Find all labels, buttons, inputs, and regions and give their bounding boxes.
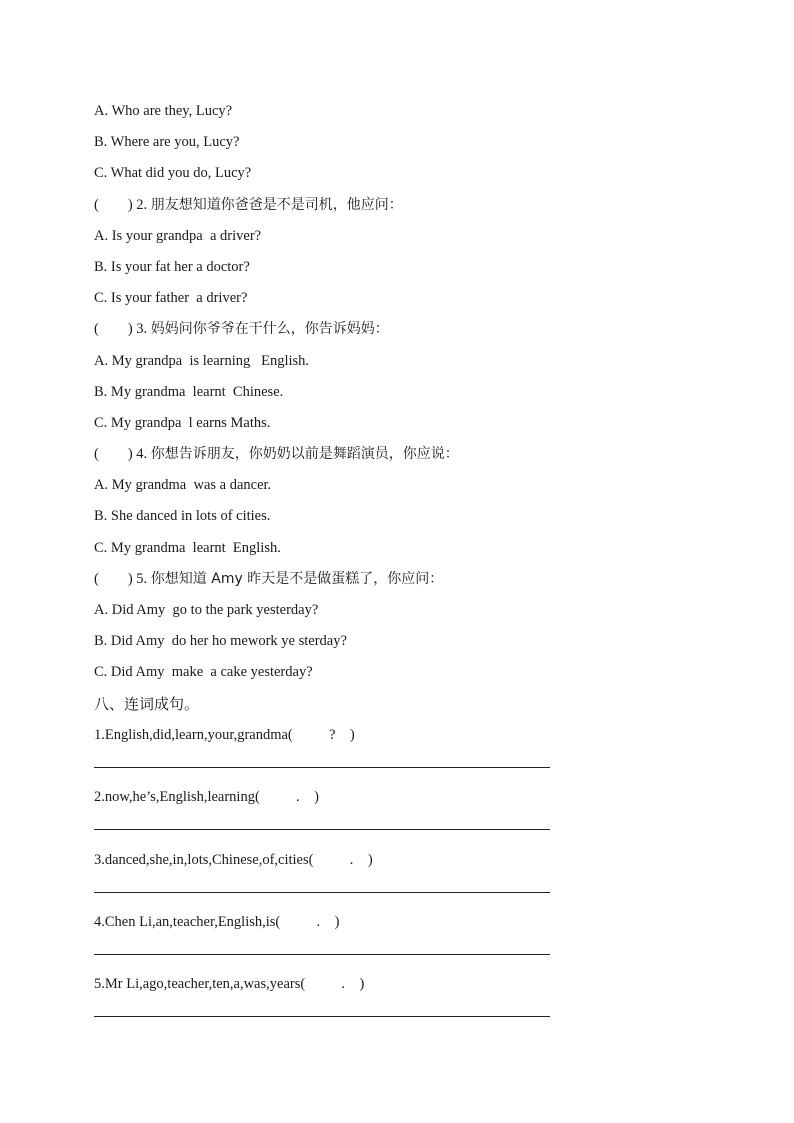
answer-blank: ( )	[94, 321, 137, 338]
q1-option-b: B. Where are you, Lucy?	[94, 134, 240, 151]
sentence-task-prompt: 1.English,did,learn,your,grandma( ? )	[94, 726, 355, 743]
question-number: 3.	[136, 321, 151, 338]
q5-option-b: B. Did Amy do her ho mework ye sterday?	[94, 633, 347, 650]
q2-option-a: A. Is your grandpa a driver?	[94, 227, 262, 244]
q3-option-c: C. My grandpa l earns Maths.	[94, 414, 271, 431]
answer-line	[94, 829, 550, 830]
answer-blank: ( )	[94, 446, 137, 463]
sentence-task-prompt: 2.now,he’s,English,learning( . )	[94, 789, 319, 806]
question-number: 2.	[136, 196, 151, 213]
sentence-task-3	[94, 845, 694, 907]
q5-option-c: C. Did Amy make a cake yesterday?	[94, 664, 313, 681]
question-text: 妈妈问你爷爷在干什么，你告诉妈妈：	[150, 321, 389, 338]
sentence-task-4	[94, 907, 694, 969]
answer-line	[94, 892, 550, 893]
sentence-task-prompt: 3.danced,she,in,lots,Chinese,of,cities( . )	[94, 851, 373, 868]
q3-option-b: B. My grandma learnt Chinese.	[94, 383, 284, 400]
question-text: 你想知道 Amy 昨天是不是做蛋糕了，你应问：	[150, 570, 444, 587]
question-text: 你想告诉朋友，你奶奶以前是舞蹈演员，你应说：	[150, 446, 459, 463]
question-number: 4.	[136, 446, 151, 463]
q4-option-a: A. My grandma was a dancer.	[94, 477, 272, 494]
q2-option-b: B. Is your fat her a doctor?	[94, 258, 250, 275]
q1-option-a: A. Who are they, Lucy?	[94, 103, 233, 119]
answer-line	[94, 1016, 550, 1017]
question-3	[94, 314, 694, 345]
answer-blank: ( )	[94, 196, 137, 213]
sentence-task-1	[94, 720, 694, 782]
q1-option-c: C. What did you do, Lucy?	[94, 165, 252, 182]
sentence-task-prompt: 5.Mr Li,ago,teacher,ten,a,was,years( . )	[94, 976, 365, 993]
q5-option-a: A. Did Amy go to the park yesterday?	[94, 602, 319, 618]
q3-option-a: A. My grandpa is learning English.	[94, 352, 310, 369]
q4-option-b: B. She danced in lots of cities.	[94, 508, 271, 525]
question-4	[94, 439, 694, 470]
question-text: 朋友想知道你爸爸是不是司机，他应问：	[150, 196, 403, 213]
sentence-task-prompt: 4.Chen Li,an,teacher,English,is( . )	[94, 913, 340, 930]
answer-line	[94, 954, 550, 955]
question-number: 5.	[136, 570, 151, 587]
section-8-title: 八、连词成句。	[94, 694, 200, 713]
q4-option-c: C. My grandma learnt English.	[94, 539, 281, 556]
sentence-task-2	[94, 782, 694, 844]
question-2	[94, 190, 694, 221]
answer-blank: ( )	[94, 570, 137, 587]
worksheet-page	[94, 96, 694, 1032]
question-5	[94, 564, 694, 595]
q2-option-c: C. Is your father a driver?	[94, 290, 248, 307]
answer-line	[94, 767, 550, 768]
sentence-task-5	[94, 969, 694, 1031]
